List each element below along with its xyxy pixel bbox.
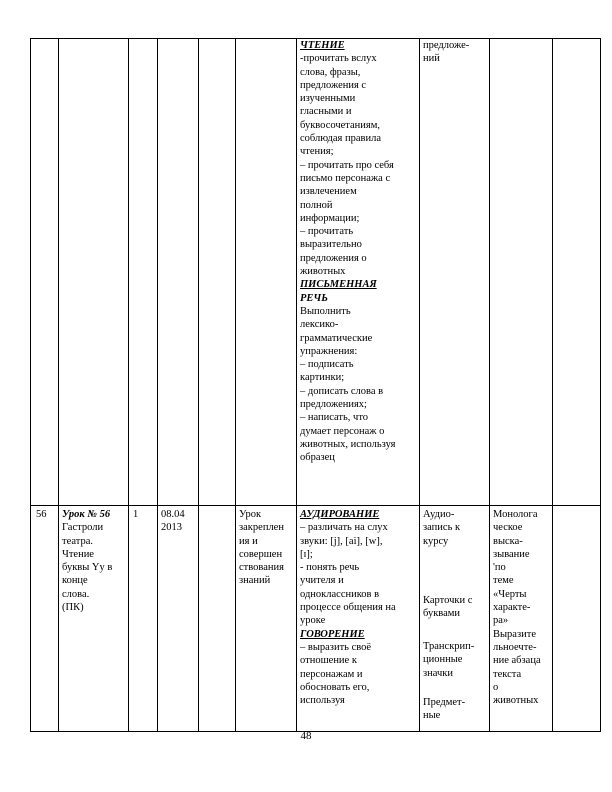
table-column-divider — [157, 38, 158, 732]
materials-line: Предмет- — [423, 697, 466, 708]
lesson-type-line: закреплен — [239, 522, 284, 534]
result-line: теме — [493, 575, 514, 587]
content-line: -прочитать вслух — [300, 53, 377, 65]
result-line: о — [493, 681, 499, 693]
row2-date-cell — [161, 508, 185, 535]
content-line: ПИСЬМЕННАЯ — [300, 279, 377, 291]
content-line: думает персонаж о — [300, 425, 385, 437]
content-line: информации; — [300, 212, 360, 224]
table-column-divider — [198, 38, 199, 732]
content-line: животных, используя — [300, 438, 396, 450]
content-line: буквосочетаниям, — [300, 119, 380, 131]
result-line: льноечте- — [493, 641, 537, 653]
content-line: – различать на слух — [300, 522, 388, 534]
result-line: выска- — [493, 535, 523, 547]
page-number: 48 — [300, 730, 312, 742]
table-column-divider — [296, 38, 297, 732]
content-line: картинки; — [300, 372, 345, 384]
content-line: письмо персонажа с — [300, 172, 391, 184]
materials-line: запись к — [423, 522, 461, 534]
result-line: «Черты — [493, 588, 527, 600]
lesson-type-line: совершен — [239, 548, 283, 560]
content-line: – дописать слова в — [300, 385, 384, 397]
content-line: полной — [300, 199, 333, 211]
content-line: персонажам и — [300, 668, 363, 680]
row2-result-cell — [493, 508, 541, 707]
content-line: Выполнить — [300, 305, 351, 317]
result-line: ние абзаца — [493, 655, 541, 667]
content-line: предложениях; — [300, 399, 367, 411]
content-line: - понять речь — [300, 562, 360, 574]
materials-line: Карточки с — [423, 595, 473, 606]
content-line: РЕЧЬ — [300, 292, 328, 304]
topic-line: Гастроли — [62, 522, 104, 534]
topic-line: Урок № 56 — [62, 509, 111, 520]
topic-line: конце — [62, 575, 88, 587]
materials-line: значки — [423, 667, 454, 679]
lesson-type-line: ствования — [239, 562, 284, 574]
topic-line: Чтение — [62, 548, 94, 560]
lesson-type-line: Урок — [239, 509, 262, 520]
row2-materials-objects — [423, 696, 465, 723]
content-line: – подписать — [300, 359, 354, 371]
row1-materials-cell — [423, 39, 469, 66]
materials-line: ний — [423, 53, 440, 65]
lesson-type-line: знаний — [239, 575, 271, 587]
topic-line: буквы Yy в — [62, 562, 113, 574]
content-line: грамматические — [300, 332, 373, 344]
table-column-divider — [489, 38, 490, 732]
content-line: звуки: [j], [ai], [w], — [300, 535, 383, 547]
materials-line: курсу — [423, 535, 449, 547]
result-line: текста — [493, 668, 522, 680]
materials-line: Транскрип- — [423, 641, 475, 652]
content-line: изученными — [300, 93, 356, 105]
content-line: лексико- — [300, 319, 339, 331]
table-border-right — [600, 38, 601, 732]
content-line: животных — [300, 266, 346, 278]
row2-lesson-type-cell — [239, 508, 284, 588]
result-line: животных — [493, 695, 539, 707]
content-line: предложения о — [300, 252, 367, 264]
row2-topic-cell — [62, 508, 112, 614]
table-column-divider — [58, 38, 59, 732]
content-line: – прочитать — [300, 226, 354, 238]
content-line: предложения с — [300, 79, 367, 91]
content-line: – выразить своё — [300, 641, 372, 653]
table-column-divider — [552, 38, 553, 732]
content-line: соблюдая правила — [300, 133, 382, 145]
row2-hours: 1 — [133, 509, 139, 520]
row2-number: 56 — [36, 509, 47, 520]
date-line: 08.04 — [161, 509, 185, 520]
date-line: 2013 — [161, 522, 182, 534]
content-line: выразительно — [300, 239, 362, 251]
content-line: – написать, что — [300, 412, 369, 424]
content-line: слова, фразы, — [300, 66, 361, 78]
row2-materials-cards — [423, 594, 472, 621]
row1-content-cell — [300, 39, 395, 465]
materials-line: Аудио- — [423, 509, 455, 520]
content-line: извлечением — [300, 186, 357, 198]
content-line: АУДИРОВАНИЕ — [300, 509, 380, 520]
content-line: учителя и — [300, 575, 344, 587]
content-line: отношение к — [300, 655, 357, 667]
row2-materials-transcription — [423, 640, 474, 680]
content-line: обосновать его, — [300, 681, 370, 693]
row2-content-cell — [300, 508, 396, 707]
materials-line: буквами — [423, 608, 461, 620]
result-line: ческое — [493, 522, 523, 534]
topic-line: слова. — [62, 588, 90, 600]
content-line: уроке — [300, 615, 326, 627]
content-line: ЧТЕНИЕ — [300, 40, 345, 51]
row2-materials-audio — [423, 508, 460, 548]
materials-line: предложе- — [423, 40, 470, 51]
materials-line: ционные — [423, 654, 463, 666]
lesson-type-line: ия и — [239, 535, 258, 547]
table-column-divider — [128, 38, 129, 732]
content-line: [ɪ]; — [300, 548, 313, 560]
result-line: зывание — [493, 548, 530, 560]
content-line: ГОВОРЕНИЕ — [300, 628, 365, 640]
content-line: гласными и — [300, 106, 352, 118]
topic-line: (ПК) — [62, 602, 84, 614]
content-line: упражнения: — [300, 345, 358, 357]
table-column-divider — [235, 38, 236, 732]
table-column-divider — [419, 38, 420, 732]
content-line: одноклассников в — [300, 588, 380, 600]
table-border-left — [30, 38, 31, 732]
content-line: – прочитать про себя — [300, 159, 394, 171]
result-line: Выразите — [493, 628, 536, 640]
topic-line: театра. — [62, 535, 94, 547]
result-line: характе- — [493, 602, 531, 614]
table-row-divider — [30, 505, 600, 506]
content-line: используя — [300, 695, 345, 707]
result-line: Монолога — [493, 509, 538, 520]
content-line: чтения; — [300, 146, 334, 158]
content-line: образец — [300, 452, 335, 464]
materials-line: ные — [423, 710, 441, 722]
content-line: процессе общения на — [300, 602, 396, 614]
result-line: 'по — [493, 562, 506, 574]
result-line: ра» — [493, 615, 509, 627]
